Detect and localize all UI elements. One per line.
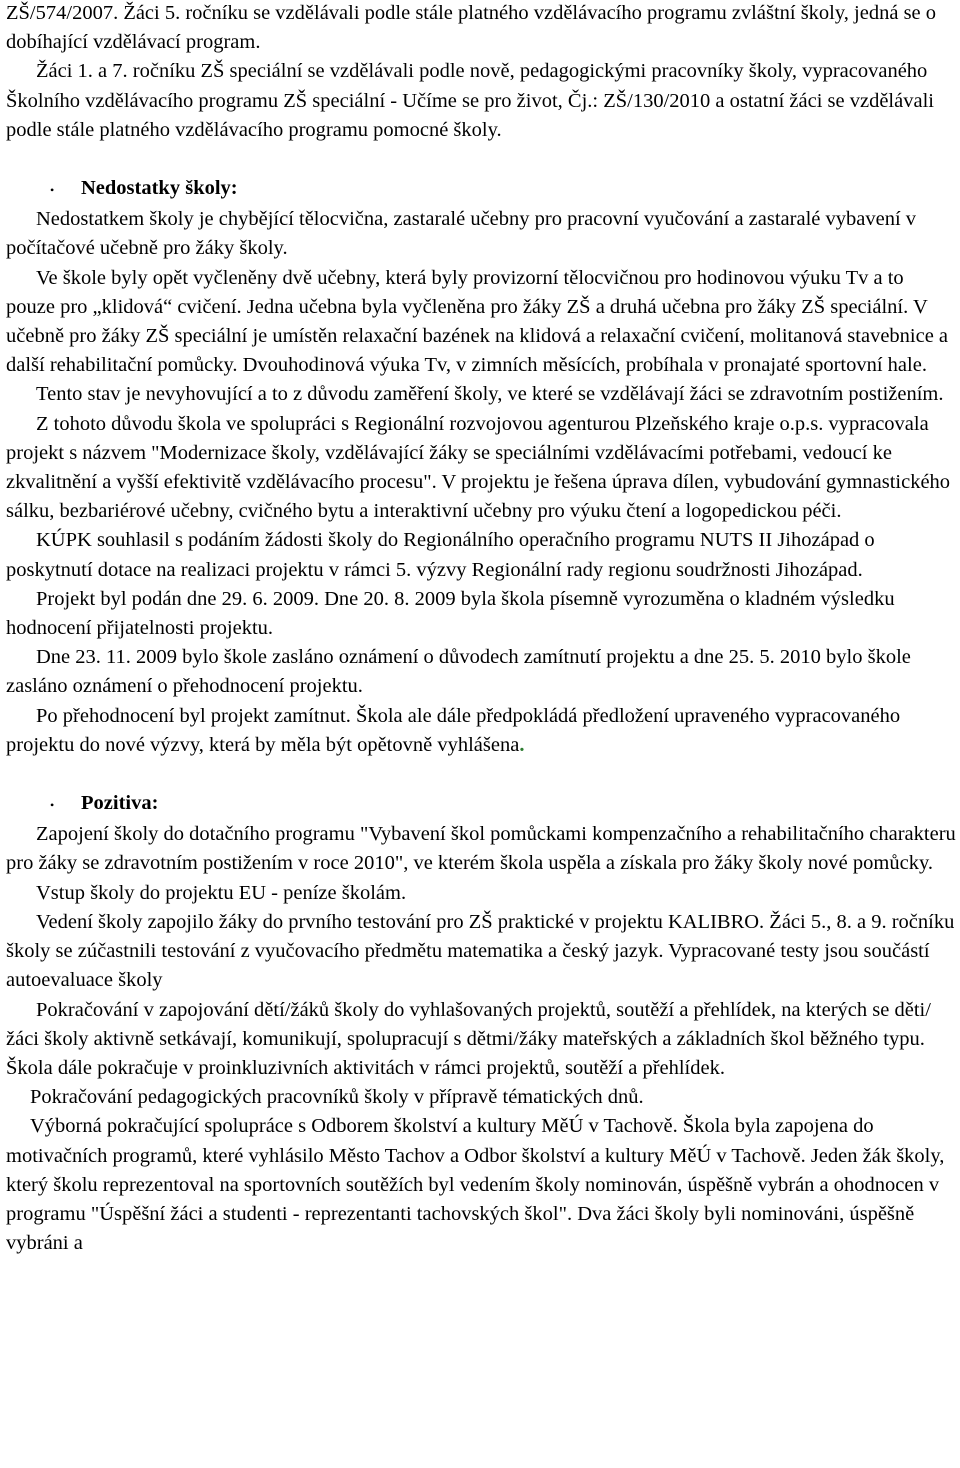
positives-heading-row xyxy=(50,789,956,820)
positives-paragraph: Pokračování v zapojování dětí/žáků školy do vyhlašovaných projektů, soutěží a přehlídek, na kterých se děti/žáci školy aktivně setkávají, komunikují, spolupracují s dětmi/žáky mateřských a základních škol běžného typu. Škola dále pokračuje v proinkluzivních aktivitách v rámci projektů, soutěží a přehlídek. xyxy=(6,998,931,1079)
weaknesses-paragraph: Dne 23. 11. 2009 bylo škole zasláno oznámení o důvodech zamítnutí projektu a dne 25. 5. 2010 bylo škole zasláno oznámení o přehodnocení projektu. xyxy=(6,646,911,698)
weaknesses-paragraph: Tento stav je nevyhovující a to z důvodu zaměření školy, ve které se vzdělávají žáci se zdravotním postižením. xyxy=(36,383,944,406)
weaknesses-paragraph: Projekt byl podán dne 29. 6. 2009. Dne 20. 8. 2009 byla škola písemně vyrozuměna o kladném výsledku hodnocení přijatelnosti projektu. xyxy=(6,587,895,640)
intro-paragraph-2: Žáci 1. a 7. ročníku ZŠ speciální se vzdělávali podle nově, pedagogickými pracovníky školy, vypracovaného Školního vzdělávacího programu ZŠ speciální - Učíme se pro život, Čj.: ZŠ/130/2010 a ostatní žáci se vzdělávali podle stále platného vzdělávacího programu pomocné školy. xyxy=(6,60,934,141)
weaknesses-paragraph: Ve škole byly opět vyčleněny dvě učebny, která byly provizorní tělocvičnou pro hodinovou výuku Tv a to pouze pro „klidová“ cvičení. Jedna učebna byla vyčleněna pro žáky ZŠ a druhá učebna pro žáky ZŠ speciální. V učebně pro žáky ZŠ speciální je umístěn relaxační bazének na klidová a relaxační cvičení, molitanová stavebnice a další rehabilitační pomůcky. Dvouhodinová výuka Tv, v zimních měsících, probíhala v pronajaté sportovní hale. xyxy=(6,266,949,377)
weaknesses-paragraph: Nedostatkem školy je chybějící tělocvična, zastaralé učebny pro pracovní vyučování a zastaralé vybavení v počítačové učebně pro žáky školy. xyxy=(6,208,917,260)
positives-paragraph: Zapojení školy do dotačního programu "Vybavení škol pomůckami kompenzačního a rehabilitačního charakteru pro žáky se zdravotním postižením v roce 2010", ve kterém škola uspěla a získala pro žáky školy nové pomůcky. xyxy=(6,823,956,875)
positives-paragraph: Pokračování pedagogických pracovníků školy v přípravě tématických dnů. xyxy=(30,1086,644,1109)
period-mark: . xyxy=(519,733,525,756)
intro-paragraph-1: ZŠ/574/2007. Žáci 5. ročníku se vzdělávali podle stále platného vzdělávacího programu zvláštní školy, jedná se o dobíhající vzdělávací program. xyxy=(6,2,937,54)
weaknesses-last-text: Po přehodnocení byl projekt zamítnut. Škola ale dále předpokládá předložení upraveného vypracovaného projektu do nové výzvy, která by měla být opětovně vyhlášena xyxy=(6,704,901,756)
weaknesses-heading-row xyxy=(50,174,956,205)
bullet-icon: • xyxy=(50,183,55,198)
weaknesses-last-paragraph xyxy=(6,702,956,760)
weaknesses-heading: Nedostatky školy: xyxy=(81,177,238,200)
positives-paragraph: Vedení školy zapojilo žáky do prvního testování pro ZŠ praktické v projektu KALIBRO. Žáci 5., 8. a 9. ročníku školy se zúčastnili testování z vyučovacího předmětu matematika a český jazyk. Vypracované testy jsou součástí autoevaluace školy xyxy=(6,910,955,992)
weaknesses-paragraph: KÚPK souhlasil s podáním žádosti školy do Regionálního operačního programu NUTS II Jihozápad o poskytnutí dotace na realizaci projektu v rámci 5. výzvy Regionální rady regionu soudržnosti Jihozápad. xyxy=(6,529,875,581)
bullet-icon: • xyxy=(50,798,55,813)
spacer xyxy=(6,760,956,789)
spacer xyxy=(6,145,956,174)
weaknesses-paragraph: Z tohoto důvodu škola ve spolupráci s Regionální rozvojovou agenturou Plzeňského kraje o.p.s. vypracovala projekt s názvem "Modernizace školy, vzdělávající žáky se speciálními vzdělávacími potřebami, vedoucí ke zkvalitnění a vyšší efektivitě vzdělávacího procesu". V projektu je řešena úprava dílen, vybudování gymnastického sálku, bezbariérové učebny, cvičného bytu a interaktivní učebny pro výuku čtení a logopedickou péči. xyxy=(6,412,951,523)
positives-paragraph: Vstup školy do projektu EU - peníze školám. xyxy=(36,881,407,904)
document-page xyxy=(6,0,956,1258)
positives-heading: Pozitiva: xyxy=(81,792,159,815)
positives-paragraph: Výborná pokračující spolupráce s Odborem školství a kultury MěÚ v Tachově. Škola byla zapojena do motivačních programů, které vyhlásilo Město Tachov a Odbor školství a kultury MěÚ v Tachově. Jeden žák školy, který školu reprezentoval na sportovních soutěžích byl vedením školy nominován, úspěšně vybrán a ohodnocen v programu "Úspěšní žáci a studenti - reprezentanti tachovských škol". Dva žáci školy byli nominováni, úspěšně vybráni a xyxy=(6,1115,945,1255)
